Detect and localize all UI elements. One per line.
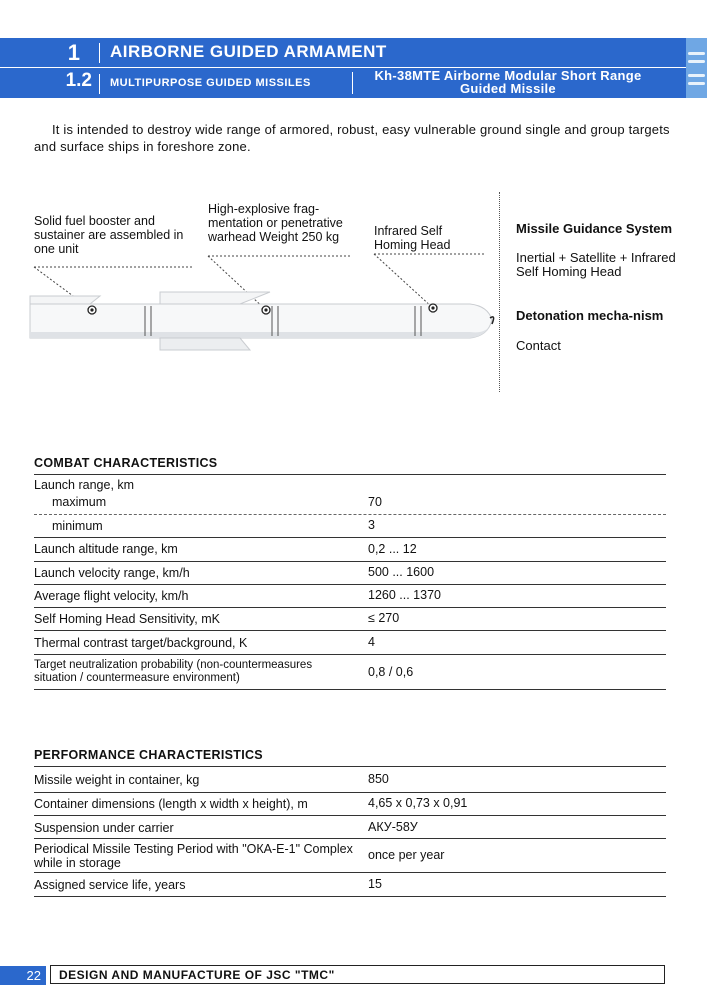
table-row-value: 0,8 / 0,6: [368, 665, 414, 679]
table-row-label: Thermal contrast target/background, K: [34, 636, 248, 650]
table-row-label: Missile weight in container, kg: [34, 773, 200, 787]
table-row-value: 4: [368, 635, 375, 649]
table-row-label: Average flight velocity, km/h: [34, 589, 189, 603]
callout-seeker: Infrared Self Homing Head: [374, 224, 451, 252]
table-row-label: Assigned service life, years: [34, 878, 186, 892]
combat-heading: COMBAT CHARACTERISTICS: [34, 456, 218, 470]
table-row-label: Container dimensions (length x width x height), m: [34, 797, 308, 811]
table-row-label: Launch range, km: [34, 478, 135, 492]
table-row-value: 70: [368, 495, 382, 509]
table-row-value: 3: [368, 518, 375, 532]
header-separator: [352, 72, 353, 94]
page-number-badge: [0, 966, 46, 985]
section-title: AIRBORNE GUIDED ARMAMENT: [110, 42, 387, 61]
callout-booster: Solid fuel booster and sustainer are assembled in one unit: [34, 214, 184, 256]
header-separator: [99, 74, 100, 94]
table-row-value: 15: [368, 877, 382, 891]
table-row-label: maximum: [52, 495, 107, 509]
missile-illustration: [0, 180, 707, 380]
callout-warhead: High-explosive frag-mentation or penetrative warhead Weight 250 kg: [208, 202, 343, 244]
section-number: 1: [67, 40, 80, 65]
detonation-value: Contact: [516, 338, 561, 353]
page-number: 22: [26, 968, 41, 983]
subsection-title: MULTIPURPOSE GUIDED MISSILES: [110, 77, 311, 89]
product-title: Kh-38MTE Airborne Modular Short Range Guided Missile: [374, 68, 642, 96]
intro-paragraph: It is intended to destroy wide range of armored, robust, easy vulnerable ground single and group targets and surface ships in foreshore zone.: [34, 122, 670, 154]
guidance-system-title: Missile Guidance System: [516, 221, 673, 236]
footer-banner: DESIGN AND MANUFACTURE OF JSC "TMC": [50, 965, 665, 984]
table-row-label: Launch altitude range, km: [34, 542, 178, 556]
table-row-label: minimum: [52, 519, 103, 533]
table-row-value: АКУ-58У: [368, 820, 418, 834]
guidance-system-value: Inertial + Satellite + Infrared Self Homing Head: [516, 250, 676, 279]
table-row-value: 0,2 ... 12: [368, 542, 417, 556]
table-row-label: Periodical Missile Testing Period with "ОКА-Е-1" Complex while in storage: [34, 842, 353, 870]
table-row-value: 4,65 x 0,73 x 0,91: [368, 796, 468, 810]
table-row-value: 1260 ... 1370: [368, 588, 441, 602]
table-row-value: once per year: [368, 848, 445, 862]
header-separator: [99, 43, 100, 63]
table-row-value: 500 ... 1600: [368, 565, 435, 579]
header-tab-decoration: [686, 38, 707, 98]
table-row-label: Self Homing Head Sensitivity, mK: [34, 612, 220, 626]
table-row-label: Suspension under carrier: [34, 821, 174, 835]
detonation-title: Detonation mecha-nism: [516, 308, 664, 323]
subsection-number: 1.2: [65, 70, 92, 91]
performance-heading: PERFORMANCE CHARACTERISTICS: [34, 748, 263, 762]
table-row-value: 850: [368, 772, 389, 786]
table-row-label: Launch velocity range, km/h: [34, 566, 190, 580]
table-row-label: Target neutralization probability (non-countermeasures situation / countermeasure environment): [34, 659, 313, 684]
missile-body: [30, 292, 494, 350]
table-row-value: ≤ 270: [368, 611, 400, 625]
